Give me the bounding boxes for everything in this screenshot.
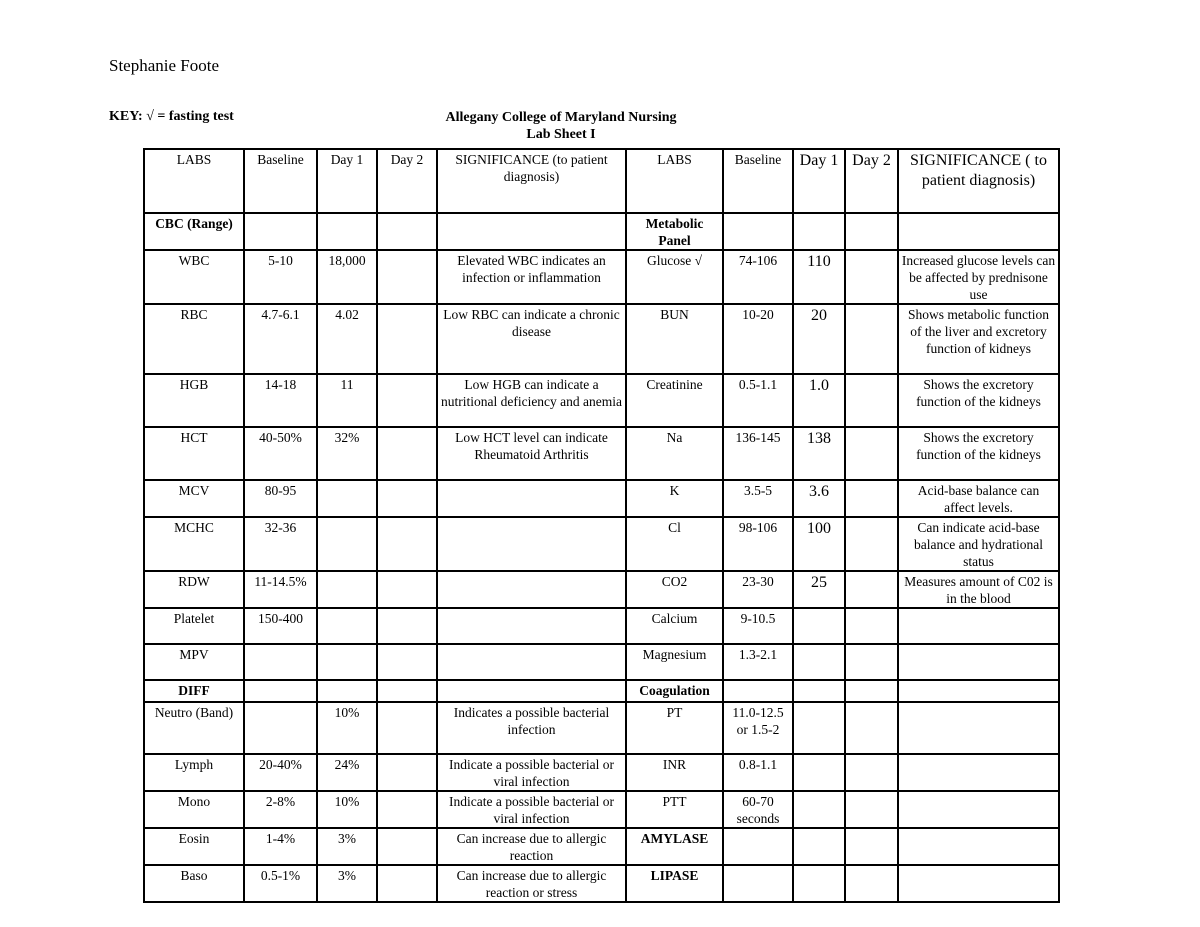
baseline-value-2: 60-70 seconds: [723, 791, 793, 828]
day1-value-2: 25: [793, 571, 845, 608]
day1-value-2: 1.0: [793, 374, 845, 427]
baseline-value-2: 23-30: [723, 571, 793, 608]
day1-value: 24%: [317, 754, 377, 791]
day1-value: 10%: [317, 791, 377, 828]
day2-value: [377, 571, 437, 608]
baseline-value-2: 9-10.5: [723, 608, 793, 644]
day2-value-2: [845, 480, 898, 517]
significance-text-2: Shows metabolic function of the liver and excretory function of kidneys: [898, 304, 1059, 374]
day2-value: [377, 608, 437, 644]
lab-name-2: K: [626, 480, 723, 517]
day2-value: [377, 250, 437, 304]
lab-name-2: Metabolic Panel: [626, 213, 723, 250]
header-day2: Day 2: [377, 149, 437, 213]
day2-value-2: [845, 304, 898, 374]
day2-value-2: [845, 427, 898, 480]
significance-text: Indicates a possible bacterial infection: [437, 702, 626, 754]
day2-value: [377, 213, 437, 250]
baseline-value-2: [723, 213, 793, 250]
baseline-value-2: 0.5-1.1: [723, 374, 793, 427]
lab-name-2: Calcium: [626, 608, 723, 644]
day2-value-2: [845, 374, 898, 427]
fasting-key: KEY: √ = fasting test: [109, 109, 234, 124]
header-day2-2: Day 2: [845, 149, 898, 213]
day2-value: [377, 865, 437, 902]
day2-value-2: [845, 250, 898, 304]
significance-text-2: [898, 644, 1059, 680]
baseline-value-2: 136-145: [723, 427, 793, 480]
baseline-value: [244, 680, 317, 702]
day1-value-2: [793, 702, 845, 754]
significance-text-2: Measures amount of C02 is in the blood: [898, 571, 1059, 608]
day1-value: [317, 480, 377, 517]
lab-name: CBC (Range): [144, 213, 244, 250]
lab-name-2: INR: [626, 754, 723, 791]
significance-text: [437, 571, 626, 608]
day2-value-2: [845, 828, 898, 865]
table-row: [144, 791, 1059, 828]
lab-name: Lymph: [144, 754, 244, 791]
lab-name: RDW: [144, 571, 244, 608]
day1-value: 32%: [317, 427, 377, 480]
significance-text-2: [898, 608, 1059, 644]
significance-text: Can increase due to allergic reaction: [437, 828, 626, 865]
table-row: [144, 250, 1059, 304]
lab-name: Eosin: [144, 828, 244, 865]
day2-value-2: [845, 791, 898, 828]
significance-text: Can increase due to allergic reaction or stress: [437, 865, 626, 902]
significance-text-2: Increased glucose levels can be affected by prednisone use: [898, 250, 1059, 304]
day1-value: 18,000: [317, 250, 377, 304]
day1-value: 3%: [317, 865, 377, 902]
lab-name: MCV: [144, 480, 244, 517]
day1-value: [317, 571, 377, 608]
day2-value-2: [845, 702, 898, 754]
day2-value: [377, 480, 437, 517]
lab-name: RBC: [144, 304, 244, 374]
baseline-value-2: 11.0-12.5 or 1.5-2: [723, 702, 793, 754]
lab-name: HGB: [144, 374, 244, 427]
day2-value: [377, 517, 437, 571]
day2-value-2: [845, 644, 898, 680]
significance-text-2: Acid-base balance can affect levels.: [898, 480, 1059, 517]
significance-text: [437, 517, 626, 571]
table-row: [144, 213, 1059, 250]
day2-value: [377, 644, 437, 680]
header-day1: Day 1: [317, 149, 377, 213]
significance-text: [437, 608, 626, 644]
significance-text: [437, 480, 626, 517]
baseline-value-2: [723, 828, 793, 865]
day2-value: [377, 754, 437, 791]
header-baseline: Baseline: [244, 149, 317, 213]
lab-name-2: AMYLASE: [626, 828, 723, 865]
significance-text: Elevated WBC indicates an infection or inflammation: [437, 250, 626, 304]
table-row: [144, 702, 1059, 754]
day2-value: [377, 828, 437, 865]
table-row: [144, 754, 1059, 791]
day1-value: [317, 213, 377, 250]
day1-value-2: [793, 865, 845, 902]
baseline-value: 1-4%: [244, 828, 317, 865]
baseline-value-2: 10-20: [723, 304, 793, 374]
lab-name-2: Glucose √: [626, 250, 723, 304]
day1-value: [317, 680, 377, 702]
significance-text-2: Shows the excretory function of the kidneys: [898, 374, 1059, 427]
day1-value-2: [793, 608, 845, 644]
lab-name-2: Coagulation: [626, 680, 723, 702]
significance-text: Indicate a possible bacterial or viral infection: [437, 754, 626, 791]
day2-value: [377, 427, 437, 480]
baseline-value: 80-95: [244, 480, 317, 517]
header-labs: LABS: [144, 149, 244, 213]
day1-value: 10%: [317, 702, 377, 754]
day2-value: [377, 702, 437, 754]
lab-name-2: LIPASE: [626, 865, 723, 902]
lab-name: MCHC: [144, 517, 244, 571]
day2-value: [377, 791, 437, 828]
day1-value: [317, 517, 377, 571]
lab-name: Platelet: [144, 608, 244, 644]
baseline-value-2: 98-106: [723, 517, 793, 571]
sheet-title: [411, 109, 711, 143]
day2-value-2: [845, 680, 898, 702]
day1-value-2: [793, 680, 845, 702]
baseline-value: [244, 213, 317, 250]
lab-name: WBC: [144, 250, 244, 304]
significance-text-2: [898, 213, 1059, 250]
lab-name-2: Na: [626, 427, 723, 480]
significance-text-2: [898, 754, 1059, 791]
baseline-value: 40-50%: [244, 427, 317, 480]
day1-value: [317, 644, 377, 680]
header-baseline-2: Baseline: [723, 149, 793, 213]
day2-value: [377, 680, 437, 702]
baseline-value: 2-8%: [244, 791, 317, 828]
title-line-1: Allegany College of Maryland Nursing: [445, 110, 677, 125]
lab-name: Baso: [144, 865, 244, 902]
day2-value: [377, 304, 437, 374]
table-row: [144, 427, 1059, 480]
baseline-value: 32-36: [244, 517, 317, 571]
day1-value-2: 20: [793, 304, 845, 374]
day1-value: 11: [317, 374, 377, 427]
table-row: [144, 374, 1059, 427]
baseline-value-2: 3.5-5: [723, 480, 793, 517]
lab-name: DIFF: [144, 680, 244, 702]
baseline-value: 20-40%: [244, 754, 317, 791]
significance-text-2: Can indicate acid-base balance and hydrational status: [898, 517, 1059, 571]
baseline-value: [244, 644, 317, 680]
significance-text-2: [898, 865, 1059, 902]
day1-value-2: 100: [793, 517, 845, 571]
significance-text: [437, 680, 626, 702]
baseline-value-2: 1.3-2.1: [723, 644, 793, 680]
author-name: Stephanie Foote: [109, 56, 220, 75]
lab-name-2: Cl: [626, 517, 723, 571]
header-day1-2: Day 1: [793, 149, 845, 213]
table-row: [144, 480, 1059, 517]
table-row: [144, 571, 1059, 608]
lab-name: Mono: [144, 791, 244, 828]
baseline-value: 11-14.5%: [244, 571, 317, 608]
day1-value-2: 138: [793, 427, 845, 480]
title-line-2: Lab Sheet I: [526, 127, 596, 142]
lab-name-2: BUN: [626, 304, 723, 374]
day1-value: 4.02: [317, 304, 377, 374]
day2-value: [377, 374, 437, 427]
table-row: [144, 680, 1059, 702]
lab-name: HCT: [144, 427, 244, 480]
table-row: [144, 828, 1059, 865]
baseline-value: [244, 702, 317, 754]
significance-text-2: [898, 828, 1059, 865]
day2-value-2: [845, 608, 898, 644]
header-row: [144, 149, 1059, 213]
baseline-value: 4.7-6.1: [244, 304, 317, 374]
day2-value-2: [845, 865, 898, 902]
day1-value-2: [793, 791, 845, 828]
baseline-value-2: 74-106: [723, 250, 793, 304]
baseline-value-2: [723, 680, 793, 702]
day1-value-2: 110: [793, 250, 845, 304]
significance-text: Low HGB can indicate a nutritional deficiency and anemia: [437, 374, 626, 427]
significance-text-2: [898, 680, 1059, 702]
day1-value-2: [793, 644, 845, 680]
lab-sheet-table: [143, 148, 1060, 903]
baseline-value: 14-18: [244, 374, 317, 427]
lab-name-2: Creatinine: [626, 374, 723, 427]
day1-value-2: [793, 828, 845, 865]
lab-name-2: PT: [626, 702, 723, 754]
baseline-value-2: 0.8-1.1: [723, 754, 793, 791]
baseline-value: 0.5-1%: [244, 865, 317, 902]
significance-text-2: [898, 702, 1059, 754]
lab-name: MPV: [144, 644, 244, 680]
day1-value: [317, 608, 377, 644]
day2-value-2: [845, 517, 898, 571]
day1-value: 3%: [317, 828, 377, 865]
lab-name-2: PTT: [626, 791, 723, 828]
significance-text-2: Shows the excretory function of the kidneys: [898, 427, 1059, 480]
baseline-value: 150-400: [244, 608, 317, 644]
significance-text: [437, 213, 626, 250]
day1-value-2: [793, 754, 845, 791]
significance-text-2: [898, 791, 1059, 828]
day2-value-2: [845, 754, 898, 791]
table-row: [144, 304, 1059, 374]
baseline-value: 5-10: [244, 250, 317, 304]
header-significance: SIGNIFICANCE (to patient diagnosis): [437, 149, 626, 213]
day2-value-2: [845, 571, 898, 608]
baseline-value-2: [723, 865, 793, 902]
day2-value-2: [845, 213, 898, 250]
day1-value-2: [793, 213, 845, 250]
significance-text: Indicate a possible bacterial or viral infection: [437, 791, 626, 828]
table-row: [144, 865, 1059, 902]
significance-text: Low RBC can indicate a chronic disease: [437, 304, 626, 374]
table-row: [144, 517, 1059, 571]
table-row: [144, 608, 1059, 644]
significance-text: Low HCT level can indicate Rheumatoid Arthritis: [437, 427, 626, 480]
day1-value-2: 3.6: [793, 480, 845, 517]
header-labs-2: LABS: [626, 149, 723, 213]
lab-name-2: Magnesium: [626, 644, 723, 680]
lab-name-2: CO2: [626, 571, 723, 608]
table-row: [144, 644, 1059, 680]
header-significance-2: SIGNIFICANCE ( to patient diagnosis): [898, 149, 1059, 213]
lab-name: Neutro (Band): [144, 702, 244, 754]
significance-text: [437, 644, 626, 680]
